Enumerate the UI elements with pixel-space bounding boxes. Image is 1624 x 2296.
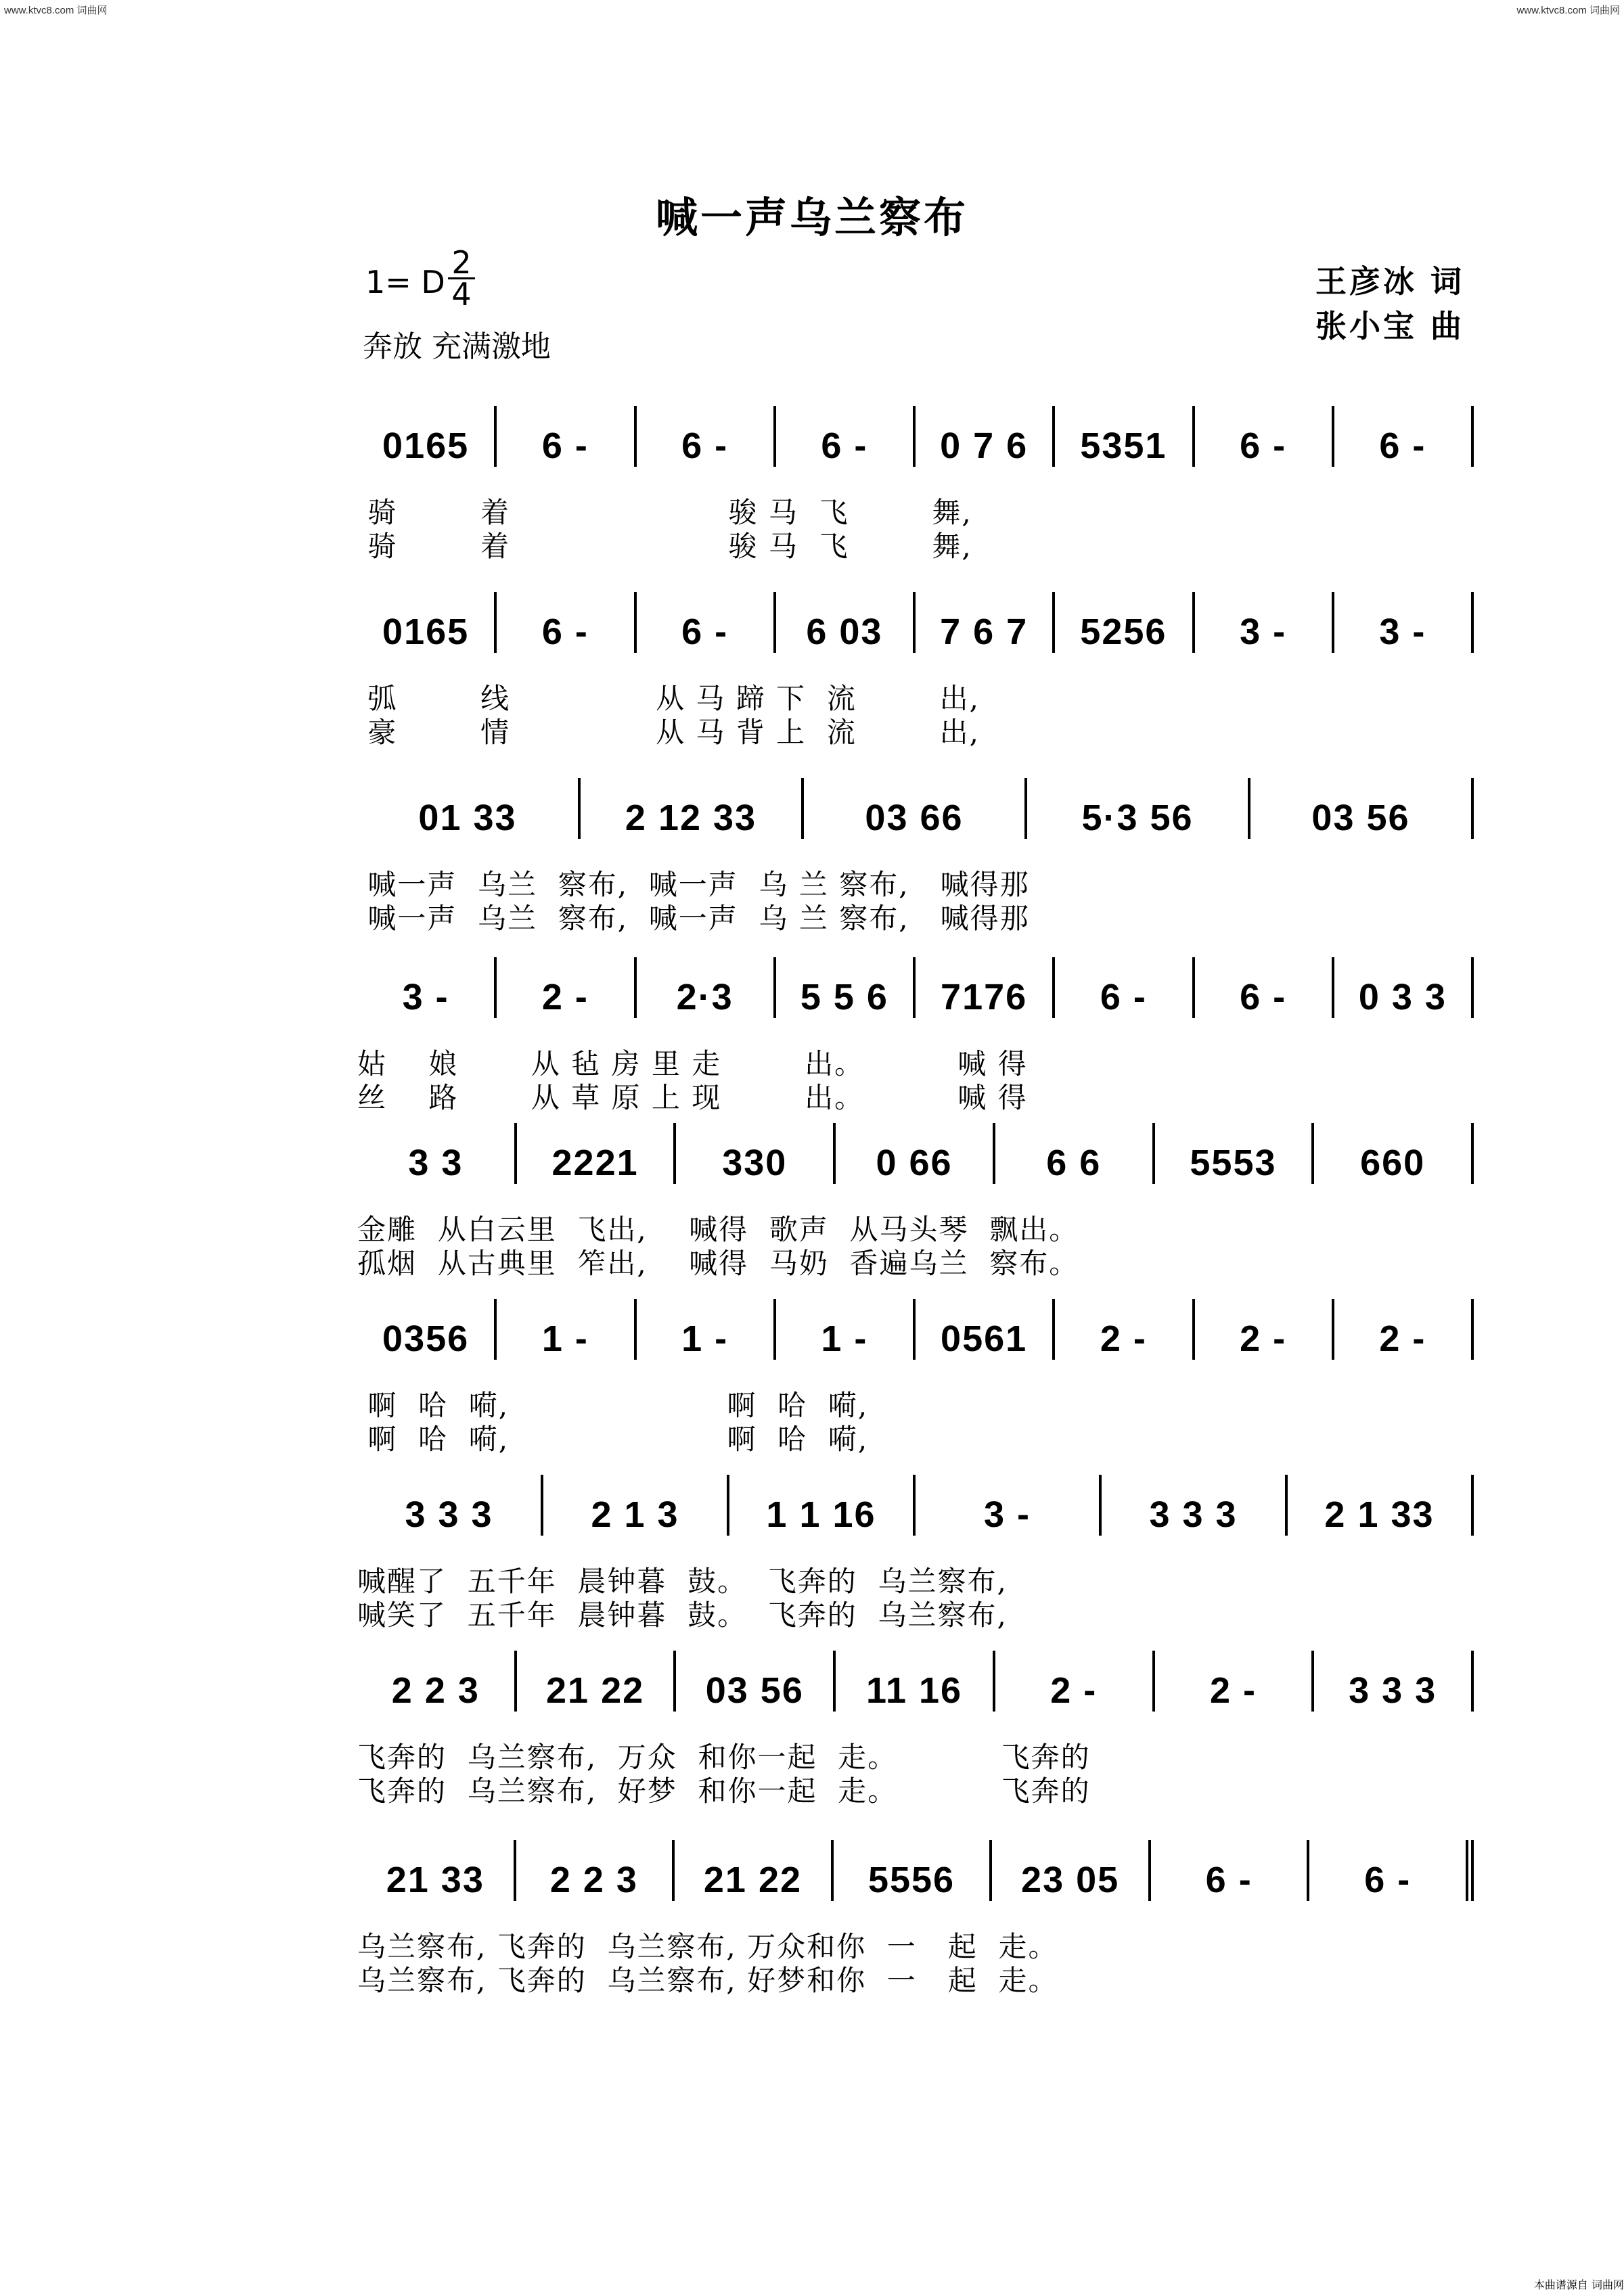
notes: 6 - bbox=[681, 426, 729, 466]
measure bbox=[1055, 406, 1194, 467]
notes: 6 - bbox=[1240, 426, 1287, 466]
lyric-line-1: 乌兰察布, 飞奔的 乌兰察布, 万众和你 一 起 走。 bbox=[357, 1930, 1058, 1963]
measure bbox=[776, 406, 916, 467]
lyric-line-2: 孤烟 从古典里 笮出, 喊得 马奶 香遍乌兰 察布。 bbox=[357, 1247, 1079, 1280]
notes: 5 5 6 bbox=[800, 977, 888, 1017]
measure bbox=[1055, 1299, 1194, 1360]
measure bbox=[1288, 1475, 1474, 1536]
lyric-line-2: 飞奔的 乌兰察布, 好梦 和你一起 走。 飞奔的 bbox=[357, 1774, 1091, 1808]
measure bbox=[497, 406, 636, 467]
notes: 01 33 bbox=[418, 798, 517, 838]
notes: 7176 bbox=[941, 977, 1028, 1017]
measure bbox=[357, 1840, 516, 1901]
measure-row bbox=[357, 1123, 1474, 1184]
site-watermark-right: www.ktvc8.com 词曲网 bbox=[1516, 5, 1620, 16]
notes: 6 - bbox=[1240, 977, 1287, 1017]
measure bbox=[497, 592, 636, 653]
measure bbox=[1334, 957, 1474, 1018]
notes: 6 - bbox=[541, 426, 589, 466]
time-signature bbox=[448, 244, 475, 313]
notes: 1 - bbox=[821, 1318, 868, 1359]
measure-row bbox=[357, 1299, 1474, 1360]
measure bbox=[517, 1651, 677, 1712]
notes: 6 6 bbox=[1046, 1143, 1102, 1183]
measure-row bbox=[357, 592, 1474, 653]
measure bbox=[1334, 1299, 1474, 1360]
measure bbox=[1155, 1123, 1315, 1184]
measure bbox=[357, 1123, 517, 1184]
measure bbox=[916, 592, 1055, 653]
notes: 3 - bbox=[983, 1494, 1031, 1535]
notes: 1 - bbox=[541, 1318, 589, 1359]
notes: 2 12 33 bbox=[625, 798, 757, 838]
measure bbox=[357, 1299, 497, 1360]
notes: 660 bbox=[1360, 1143, 1426, 1183]
measure bbox=[916, 1299, 1055, 1360]
notes: 3 3 3 bbox=[1349, 1670, 1437, 1711]
notes: 2221 bbox=[551, 1143, 639, 1183]
notes: 2 2 3 bbox=[549, 1860, 638, 1900]
lyric-line-2: 喊笑了 五千年 晨钟暮 鼓。 飞奔的 乌兰察布, bbox=[357, 1599, 1008, 1632]
measure bbox=[916, 957, 1055, 1018]
notes: 5553 bbox=[1190, 1143, 1277, 1183]
measure bbox=[836, 1651, 995, 1712]
notes: 2 - bbox=[1100, 1318, 1147, 1359]
measure bbox=[357, 1651, 517, 1712]
measure bbox=[1027, 778, 1250, 839]
notes: 3 - bbox=[1379, 612, 1426, 652]
notes: 1 - bbox=[681, 1318, 729, 1359]
notes: 2 - bbox=[1209, 1670, 1257, 1711]
measure-row bbox=[357, 778, 1474, 839]
notes: 03 56 bbox=[705, 1670, 804, 1711]
measure bbox=[1334, 592, 1474, 653]
lyric-line-2: 豪 情 从 马 背 上 流 出, bbox=[357, 716, 980, 749]
site-watermark-left: www.ktvc8.com 词曲网 bbox=[4, 5, 108, 16]
notes: 0165 bbox=[382, 426, 470, 466]
measure bbox=[1309, 1840, 1474, 1901]
measure-row bbox=[357, 406, 1474, 467]
notes: 2 - bbox=[1050, 1670, 1098, 1711]
notes: 5256 bbox=[1080, 612, 1167, 652]
measure-row bbox=[357, 1651, 1474, 1712]
notes: 0 3 3 bbox=[1358, 977, 1447, 1017]
notes: 6 - bbox=[541, 612, 589, 652]
measure bbox=[776, 1299, 916, 1360]
notes: 21 22 bbox=[546, 1670, 645, 1711]
measure-row bbox=[357, 957, 1474, 1018]
measure bbox=[1195, 957, 1334, 1018]
lyric-line-1: 金雕 从白云里 飞出, 喊得 歌声 从马头琴 飘出。 bbox=[357, 1213, 1079, 1246]
measure bbox=[1250, 778, 1474, 839]
song-title: 喊一声乌兰察布 bbox=[655, 193, 968, 242]
measure bbox=[637, 1299, 776, 1360]
measure bbox=[675, 1840, 834, 1901]
measure bbox=[916, 406, 1055, 467]
measure bbox=[1314, 1123, 1474, 1184]
notes: 2 - bbox=[1379, 1318, 1426, 1359]
notes: 3 3 3 bbox=[405, 1494, 493, 1535]
tempo-marking: 奔放 充满激地 bbox=[363, 329, 551, 364]
notes: 2 2 3 bbox=[391, 1670, 480, 1711]
notes: 5556 bbox=[867, 1860, 955, 1900]
notes: 6 - bbox=[1379, 426, 1426, 466]
measure bbox=[995, 1123, 1155, 1184]
notes: 0 66 bbox=[876, 1143, 953, 1183]
measure bbox=[357, 592, 497, 653]
notes: 6 - bbox=[1364, 1860, 1412, 1900]
notes: 0165 bbox=[382, 612, 470, 652]
notes: 2 - bbox=[541, 977, 589, 1017]
notes: 5·3 56 bbox=[1081, 798, 1194, 838]
key-signature: 1= D bbox=[365, 264, 445, 300]
measure bbox=[992, 1840, 1151, 1901]
measure bbox=[516, 1840, 675, 1901]
lyric-line-1: 喊醒了 五千年 晨钟暮 鼓。 飞奔的 乌兰察布, bbox=[357, 1565, 1008, 1598]
measure bbox=[1195, 1299, 1334, 1360]
measure bbox=[1155, 1651, 1315, 1712]
notes: 1 1 16 bbox=[766, 1494, 876, 1535]
notes: 0 7 6 bbox=[940, 426, 1029, 466]
measure bbox=[637, 957, 776, 1018]
lyric-line-1: 啊 哈 嗬, 啊 哈 嗬, bbox=[357, 1389, 869, 1422]
measure bbox=[497, 1299, 636, 1360]
measure bbox=[676, 1123, 836, 1184]
measure bbox=[729, 1475, 916, 1536]
measure bbox=[517, 1123, 677, 1184]
measure bbox=[995, 1651, 1155, 1712]
measure-row bbox=[357, 1840, 1474, 1901]
measure bbox=[357, 778, 581, 839]
notes: 0356 bbox=[382, 1318, 470, 1359]
notes: 03 66 bbox=[865, 798, 964, 838]
notes: 23 05 bbox=[1021, 1860, 1120, 1900]
notes: 330 bbox=[722, 1143, 788, 1183]
lyric-line-1: 喊一声 乌兰 察布, 喊一声 乌 兰 察布, 喊得那 bbox=[357, 868, 1030, 901]
measure bbox=[1055, 592, 1194, 653]
notes: 2·3 bbox=[676, 977, 734, 1017]
lyric-line-1: 骑 着 骏 马 飞 舞, bbox=[357, 496, 972, 529]
notes: 3 3 3 bbox=[1149, 1494, 1238, 1535]
measure bbox=[776, 957, 916, 1018]
lyric-line-2: 喊一声 乌兰 察布, 喊一声 乌 兰 察布, 喊得那 bbox=[357, 902, 1030, 935]
lyric-line-2: 啊 哈 嗬, 啊 哈 嗬, bbox=[357, 1423, 869, 1456]
lyricist-credit: 王彦冰 词 bbox=[1315, 263, 1464, 300]
notes: 6 03 bbox=[806, 612, 883, 652]
lyric-line-2: 骑 着 骏 马 飞 舞, bbox=[357, 530, 972, 563]
notes: 21 33 bbox=[386, 1860, 484, 1900]
notes: 2 1 33 bbox=[1324, 1494, 1435, 1535]
composer-credit: 张小宝 曲 bbox=[1315, 308, 1464, 344]
notes: 3 3 bbox=[408, 1143, 464, 1183]
measure bbox=[543, 1475, 729, 1536]
measure bbox=[1195, 592, 1334, 653]
notes: 3 - bbox=[402, 977, 449, 1017]
measure bbox=[637, 406, 776, 467]
notes: 7 6 7 bbox=[940, 612, 1029, 652]
lyric-line-1: 弧 线 从 马 蹄 下 流 出, bbox=[357, 682, 980, 715]
lyric-line-1: 姑 娘 从 毡 房 里 走 出。 喊 得 bbox=[357, 1047, 1028, 1080]
lyric-line-1: 飞奔的 乌兰察布, 万众 和你一起 走。 飞奔的 bbox=[357, 1741, 1091, 1774]
measure bbox=[581, 778, 804, 839]
notes: 11 16 bbox=[865, 1670, 963, 1711]
notes: 03 56 bbox=[1311, 798, 1410, 838]
measure bbox=[836, 1123, 995, 1184]
measure bbox=[1102, 1475, 1288, 1536]
lyric-line-2: 丝 路 从 草 原 上 现 出。 喊 得 bbox=[357, 1081, 1028, 1114]
measure bbox=[357, 957, 497, 1018]
measure bbox=[804, 778, 1027, 839]
measure bbox=[1151, 1840, 1310, 1901]
notes: 6 - bbox=[821, 426, 868, 466]
notes: 6 - bbox=[681, 612, 729, 652]
notes: 6 - bbox=[1205, 1860, 1253, 1900]
measure bbox=[676, 1651, 836, 1712]
measure bbox=[1055, 957, 1194, 1018]
notes: 5351 bbox=[1080, 426, 1167, 466]
meter-bottom: 4 bbox=[451, 276, 472, 313]
measure bbox=[1334, 406, 1474, 467]
measure bbox=[916, 1475, 1102, 1536]
measure bbox=[357, 1475, 543, 1536]
notes: 0561 bbox=[941, 1318, 1028, 1359]
notes: 6 - bbox=[1100, 977, 1147, 1017]
measure bbox=[1195, 406, 1334, 467]
lyric-line-2: 乌兰察布, 飞奔的 乌兰察布, 好梦和你 一 起 走。 bbox=[357, 1964, 1058, 1997]
meter-top: 2 bbox=[448, 248, 475, 279]
notes: 3 - bbox=[1240, 612, 1287, 652]
notes: 2 1 3 bbox=[591, 1494, 679, 1535]
measure bbox=[834, 1840, 993, 1901]
notes: 2 - bbox=[1240, 1318, 1287, 1359]
measure bbox=[1314, 1651, 1474, 1712]
measure bbox=[357, 406, 497, 467]
measure-row bbox=[357, 1475, 1474, 1536]
measure bbox=[637, 592, 776, 653]
measure bbox=[497, 957, 636, 1018]
measure bbox=[776, 592, 916, 653]
footer-source: 本曲谱源自 词曲网 bbox=[1533, 2278, 1624, 2291]
notes: 21 22 bbox=[703, 1860, 803, 1900]
